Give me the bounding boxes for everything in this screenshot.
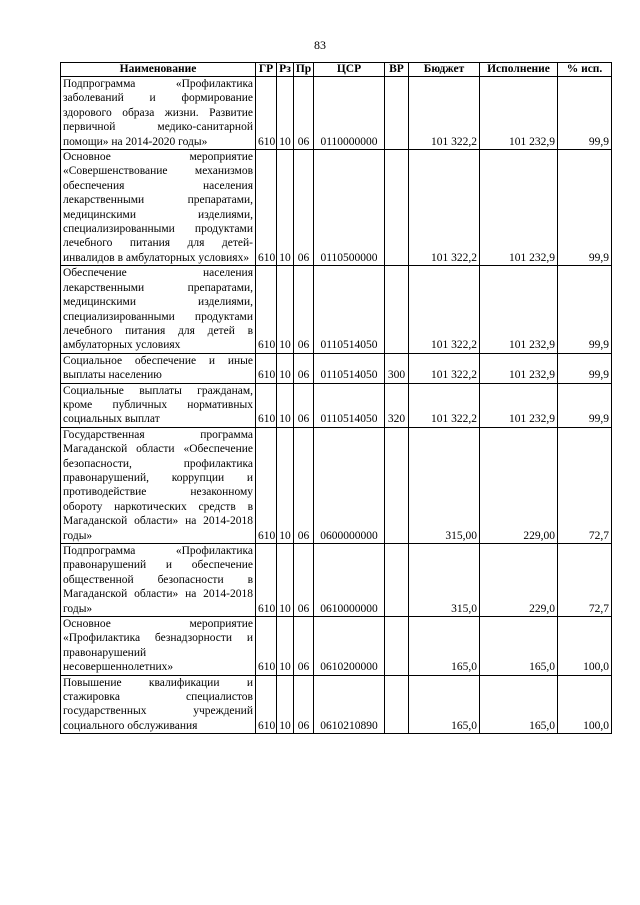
budget-table [60,62,612,734]
row-vr: 300 [385,353,409,383]
table-row [61,353,612,383]
row-name: Основное мероприятие «Совершенствование механизмов обеспечения населения лекарственными препаратами, медицинскими изделиями, специализированными продуктами лечебного питания для детей-инвалидов в амбулаторных условиях» [61,150,256,266]
row-execution: 101 232,9 [480,150,558,266]
row-pr: 06 [294,150,314,266]
row-execution: 101 232,9 [480,383,558,427]
row-name: Социальное обеспечение и иные выплаты населению [61,353,256,383]
row-vr [385,675,409,734]
row-rz: 10 [277,544,294,617]
table-row [61,544,612,617]
column-header-pr: Пр [294,63,314,77]
row-name: Повышение квалификации и стажировка специалистов государственных учреждений социального обслуживания [61,675,256,734]
column-header-name: Наименование [61,63,256,77]
row-percent: 72,7 [558,544,612,617]
row-pr: 06 [294,427,314,543]
row-name: Подпрограмма «Профилактика правонарушений и обеспечение общественной безопасности в Магаданской области» на 2014-2018 годы» [61,544,256,617]
row-vr [385,150,409,266]
row-vr [385,266,409,353]
row-execution: 101 232,9 [480,77,558,150]
row-budget: 165,0 [409,675,480,734]
row-vr [385,427,409,543]
row-name: Государственная программа Магаданской области «Обеспечение безопасности, профилактика правонарушений, коррупции и противодействие незаконному обороту наркотических средств в Магаданской области» на 2014-2018 годы» [61,427,256,543]
row-vr [385,77,409,150]
row-pr: 06 [294,617,314,676]
row-percent: 100,0 [558,617,612,676]
row-name: Социальные выплаты гражданам, кроме публичных нормативных социальных выплат [61,383,256,427]
row-pr: 06 [294,77,314,150]
row-budget: 101 322,2 [409,353,480,383]
table-row [61,266,612,353]
row-rz: 10 [277,150,294,266]
row-vr [385,544,409,617]
row-csr: 0110500000 [314,150,385,266]
row-percent: 99,9 [558,150,612,266]
table-body [61,77,612,734]
row-budget: 101 322,2 [409,266,480,353]
row-gr: 610 [256,266,277,353]
row-percent: 99,9 [558,266,612,353]
row-vr [385,617,409,676]
row-execution: 165,0 [480,675,558,734]
row-csr: 0110514050 [314,353,385,383]
column-header-percent: % исп. [558,63,612,77]
row-csr: 0110514050 [314,383,385,427]
table-row [61,150,612,266]
row-name: Подпрограмма «Профилактика заболеваний и формирование здорового образа жизни. Развитие первичной медико-санитарной помощи» на 2014-2020 годы» [61,77,256,150]
table-row [61,617,612,676]
row-percent: 99,9 [558,77,612,150]
column-header-csr: ЦСР [314,63,385,77]
row-rz: 10 [277,353,294,383]
row-execution: 165,0 [480,617,558,676]
row-budget: 165,0 [409,617,480,676]
row-execution: 229,0 [480,544,558,617]
column-header-execution: Исполнение [480,63,558,77]
row-execution: 229,00 [480,427,558,543]
row-csr: 0610210890 [314,675,385,734]
table-row [61,383,612,427]
row-percent: 100,0 [558,675,612,734]
row-csr: 0610200000 [314,617,385,676]
row-csr: 0110000000 [314,77,385,150]
row-pr: 06 [294,675,314,734]
row-rz: 10 [277,427,294,543]
row-gr: 610 [256,675,277,734]
row-budget: 315,00 [409,427,480,543]
row-percent: 99,9 [558,383,612,427]
column-header-rz: Рз [277,63,294,77]
row-rz: 10 [277,617,294,676]
header-row [61,63,612,77]
row-gr: 610 [256,150,277,266]
row-rz: 10 [277,77,294,150]
row-gr: 610 [256,617,277,676]
row-percent: 72,7 [558,427,612,543]
row-gr: 610 [256,383,277,427]
row-pr: 06 [294,383,314,427]
row-rz: 10 [277,675,294,734]
row-vr: 320 [385,383,409,427]
row-csr: 0610000000 [314,544,385,617]
row-pr: 06 [294,266,314,353]
row-rz: 10 [277,266,294,353]
row-pr: 06 [294,544,314,617]
row-budget: 101 322,2 [409,383,480,427]
row-budget: 315,0 [409,544,480,617]
row-percent: 99,9 [558,353,612,383]
row-budget: 101 322,2 [409,77,480,150]
row-gr: 610 [256,77,277,150]
row-gr: 610 [256,427,277,543]
row-gr: 610 [256,544,277,617]
column-header-gr: ГР [256,63,277,77]
row-csr: 0110514050 [314,266,385,353]
table-row [61,675,612,734]
row-name: Обеспечение населения лекарственными препаратами, медицинскими изделиями, специализированными продуктами лечебного питания для детей в амбулаторных условиях [61,266,256,353]
column-header-vr: ВР [385,63,409,77]
row-pr: 06 [294,353,314,383]
row-execution: 101 232,9 [480,266,558,353]
table-header [61,63,612,77]
page-number: 83 [314,38,326,52]
row-budget: 101 322,2 [409,150,480,266]
row-csr: 0600000000 [314,427,385,543]
table-row [61,77,612,150]
row-rz: 10 [277,383,294,427]
row-execution: 101 232,9 [480,353,558,383]
table-row [61,427,612,543]
row-name: Основное мероприятие «Профилактика безнадзорности и правонарушений несовершеннолетних» [61,617,256,676]
row-gr: 610 [256,353,277,383]
column-header-budget: Бюджет [409,63,480,77]
